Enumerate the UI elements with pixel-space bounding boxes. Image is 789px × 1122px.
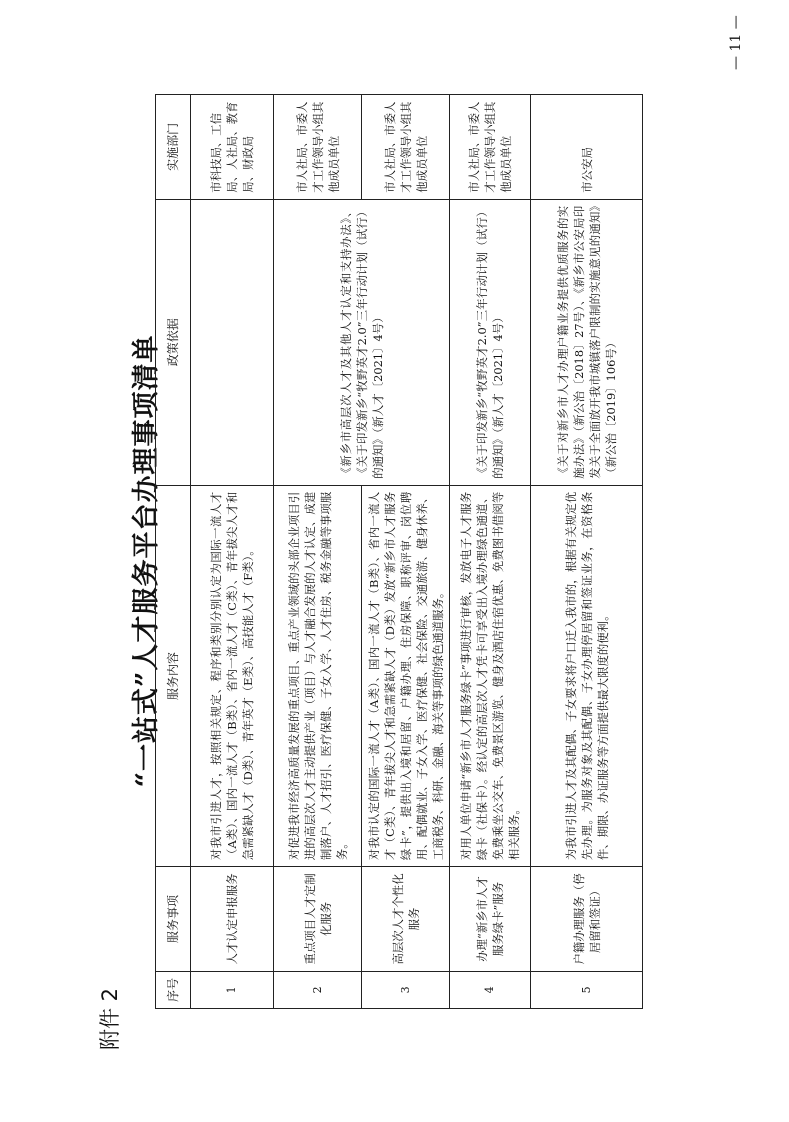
service-item: 重点项目人才定制化服务 (274, 867, 362, 972)
attachment-label: 附件 2 (98, 987, 122, 1050)
policy-basis: 《关于印发新乡“牧野英才2.0”三年行动计划（试行）的通知》（新人才〔2021〕4号） (450, 199, 531, 485)
policy-basis: 《新乡市高层次人才及其他人才认定和支持办法》、《关于印发新乡“牧野英才2.0”三年行动计划（试行）的通知》（新人才〔2021〕4号） (274, 199, 450, 485)
policy-basis: 《关于对新乡市人才办理户籍业务提供优质服务的实施办法》（新公治〔2018〕27号）、《新乡市公安局印发关于全面放开我市城镇落户限制的实施意见的通知》（新公治〔2019〕106号） (531, 199, 643, 485)
page-number: — 11 — (728, 15, 744, 70)
row-number: 2 (274, 971, 362, 1008)
header-dept: 实施部门 (156, 95, 191, 200)
table-row (450, 95, 531, 1009)
row-number: 1 (191, 971, 274, 1008)
service-item: 人才认定申报服务 (191, 867, 274, 972)
table-row (531, 95, 643, 1009)
service-content: 对我市认定的国际一流人才（A类）、国内一流人才（B类）、省内一流人才（C类）、青年拔尖人才和急需紧缺人才（D类）发放“新乡市人才服务绿卡”，提供出入境和居留、户籍办理、住房保障、职称评审、岗位聘用、配偶就业、子女入学、医疗保健、社会保险、交通旅游、健身休养、工商税务、科研、金融、海关等事项的绿色通道服务。 (362, 485, 450, 866)
service-items-table (155, 94, 643, 1009)
table-row (274, 95, 362, 1009)
implementing-dept: 市人社局、市委人才工作领导小组其他成员单位 (450, 95, 531, 200)
implementing-dept: 市科技局、工信局、人社局、教育局、财政局 (191, 95, 274, 200)
service-item: 办理“新乡市人才服务绿卡”服务 (450, 867, 531, 972)
header-no: 序号 (156, 971, 191, 1008)
implementing-dept: 市公安局 (531, 95, 643, 200)
row-number: 5 (531, 971, 643, 1008)
row-number: 3 (362, 971, 450, 1008)
policy-basis (191, 199, 274, 485)
service-item: 户籍办理服务（停居留和签证） (531, 867, 643, 972)
service-item: 高层次人才个性化服务 (362, 867, 450, 972)
service-content: 对我市引进人才，按照相关规定、程序和类别分别认定为国际一流人才（A类）、国内一流人才（B类）、省内一流人才（C类）、青年拔尖人才和急需紧缺人才（D类）、青年英才（E类）、高技能人才（F类）。 (191, 485, 274, 866)
page-title: “一站式”人才服务平台办理事项清单 (131, 334, 162, 788)
header-item: 服务事项 (156, 867, 191, 972)
service-content: 对促进我市经济高质量发展的重点项目、重点产业领域的头部企业项目引进的高层次人才主动提供产业（项目）与人才融合发展的人才认定、成建制落户、人才招引、医疗保健、子女入学、人才住房、税务金融等事项服务。 (274, 485, 362, 866)
header-basis: 政策依据 (156, 199, 191, 485)
implementing-dept: 市人社局、市委人才工作领导小组其他成员单位 (274, 95, 362, 200)
service-content: 对用人单位申请“新乡市人才服务绿卡”事项进行审核，发放电子人才服务绿卡（社保卡）。经认定的高层次人才凭卡可享受出入境办理绿色通道、免费乘坐公交车、免费景区游览、健身及酒店住宿优惠、免费图书借阅等相关服务。 (450, 485, 531, 866)
implementing-dept: 市人社局、市委人才工作领导小组其他成员单位 (362, 95, 450, 200)
service-content: 为我市引进人才及其配偶、子女要求将户口迁入我市的，根据有关规定优先办理。为服务对象及其配偶、子女办理停居留和签证业务，在资格条件、期限、办证服务等方面提供最大限度的便利。 (531, 485, 643, 866)
header-content: 服务内容 (156, 485, 191, 866)
row-number: 4 (450, 971, 531, 1008)
table-row (191, 95, 274, 1009)
table-header-row (156, 95, 191, 1009)
